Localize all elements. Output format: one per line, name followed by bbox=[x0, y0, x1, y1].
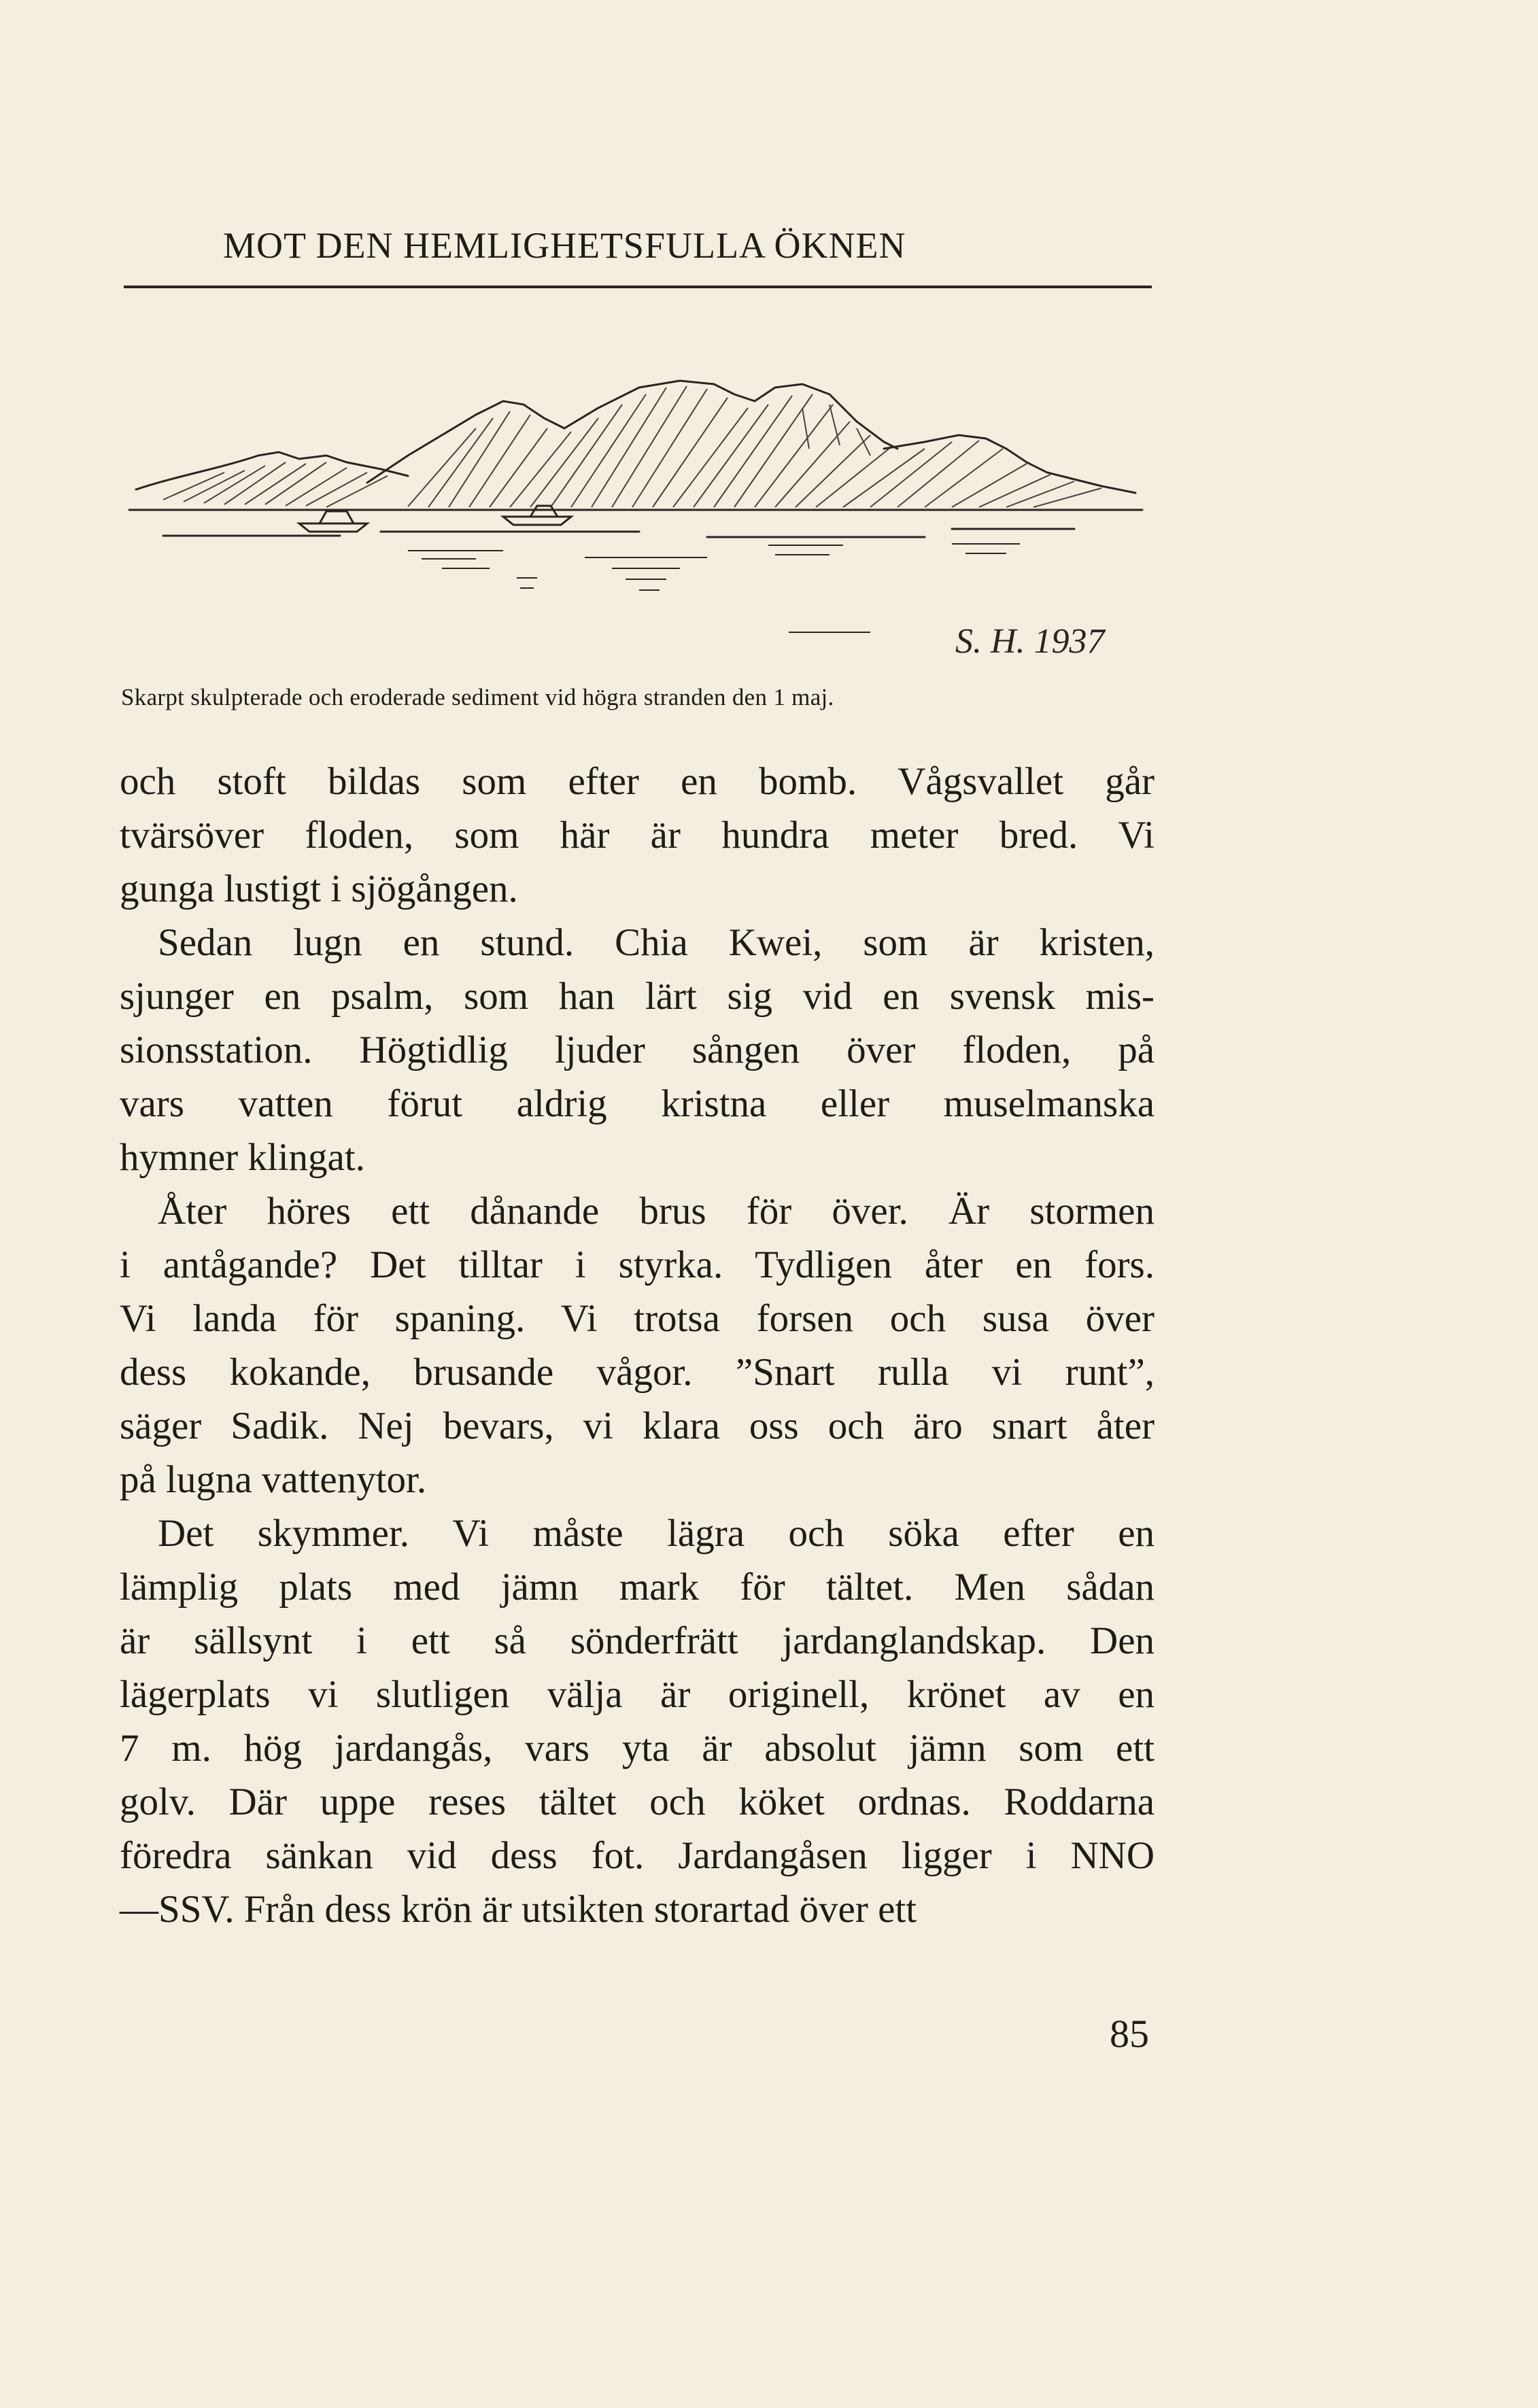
header-rule bbox=[124, 286, 1152, 288]
text-line: Åter höres ett dånande brus för över. Är stormen bbox=[158, 1190, 1155, 1233]
text-line: säger Sadik. Nej bevars, vi klara oss och äro snart åter bbox=[120, 1405, 1155, 1447]
text-line: tvärsöver floden, som här är hundra meter bred. Vi bbox=[120, 814, 1155, 857]
text-line: sjunger en psalm, som han lärt sig vid en svensk mis- bbox=[120, 975, 1155, 1018]
text-line: på lugna vattenytor. bbox=[120, 1458, 427, 1501]
text-line: Vi landa för spaning. Vi trotsa forsen och susa över bbox=[120, 1297, 1155, 1340]
text-line: är sällsynt i ett så sönderfrätt jardanglandskap. Den bbox=[120, 1619, 1155, 1662]
text-line: dess kokande, brusande vågor. ”Snart rulla vi runt”, bbox=[120, 1351, 1155, 1394]
text-line: föredra sänkan vid dess fot. Jardangåsen ligger i NNO bbox=[120, 1834, 1155, 1877]
landscape-illustration bbox=[122, 354, 1156, 680]
text-line: i antågande? Det tilltar i styrka. Tydligen åter en fors. bbox=[120, 1243, 1155, 1286]
body-text bbox=[120, 755, 1155, 1936]
page-number: 85 bbox=[1110, 2012, 1149, 2056]
svg-text:S. H. 1937: S. H. 1937 bbox=[955, 622, 1105, 661]
artist-signature bbox=[955, 622, 1106, 661]
text-line: och stoft bildas som efter en bomb. Vågsvallet går bbox=[120, 760, 1155, 803]
text-line: gunga lustigt i sjögången. bbox=[120, 867, 518, 910]
text-line: —SSV. Från dess krön är utsikten storartad över ett bbox=[120, 1888, 917, 1931]
illustration-caption: Skarpt skulpterade och eroderade sediment vid högra stranden den 1 maj. bbox=[121, 684, 834, 710]
text-line: vars vatten förut aldrig kristna eller muselmanska bbox=[120, 1082, 1155, 1125]
text-line: Sedan lugn en stund. Chia Kwei, som är kristen, bbox=[158, 921, 1155, 964]
text-line: lämplig plats med jämn mark för tältet. Men sådan bbox=[120, 1566, 1155, 1609]
text-line: hymner klingat. bbox=[120, 1136, 365, 1179]
text-line: sionsstation. Högtidlig ljuder sången över floden, på bbox=[120, 1029, 1155, 1071]
running-head: MOT DEN HEMLIGHETSFULLA ÖKNEN bbox=[223, 225, 906, 266]
text-line: golv. Där uppe reses tältet och köket ordnas. Roddarna bbox=[120, 1781, 1155, 1823]
text-line: 7 m. hög jardangås, vars yta är absolut jämn som ett bbox=[120, 1727, 1155, 1770]
text-line: lägerplats vi slutligen välja är originell, krönet av en bbox=[120, 1673, 1155, 1716]
text-line: Det skymmer. Vi måste lägra och söka efter en bbox=[158, 1512, 1155, 1555]
